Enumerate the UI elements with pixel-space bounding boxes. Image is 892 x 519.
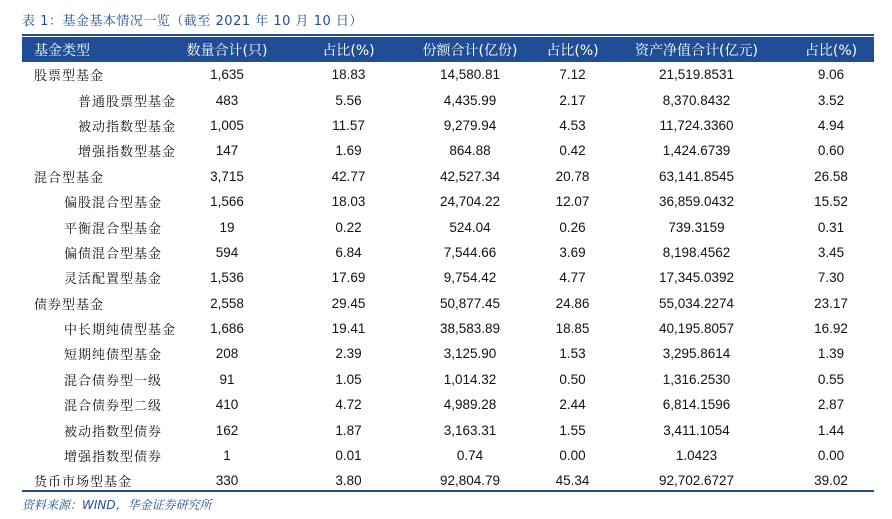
source-note: 资料来源：WIND，华金证券研究所	[22, 498, 212, 512]
row-share-pct: 0.42	[559, 143, 586, 159]
row-count-pct: 6.84	[335, 244, 362, 260]
row-share: 42,527.34	[400, 164, 540, 189]
row-fund-type: 增强指数型基金	[78, 145, 177, 161]
row-nav-pct: 0.00	[817, 448, 845, 464]
table-row	[22, 367, 874, 392]
row-share: 50,877.45	[400, 291, 540, 316]
row-share: 38,583.89	[439, 321, 501, 337]
header-share-pct: 占比(%)	[540, 37, 605, 62]
row-count-pct: 42.77	[297, 164, 400, 189]
table-row	[22, 341, 874, 366]
row-nav-pct: 0.31	[817, 219, 845, 235]
row-share-pct: 1.55	[559, 422, 586, 438]
row-nav: 92,702.6727	[605, 468, 788, 493]
row-share: 9,754.42	[443, 270, 497, 286]
row-count: 330	[157, 468, 297, 493]
row-share-pct: 12.07	[555, 194, 590, 210]
row-fund-type: 普通股票型基金	[78, 94, 177, 110]
fund-overview-table	[22, 37, 874, 494]
table-row	[22, 214, 874, 239]
row-share: 14,580.81	[400, 62, 540, 87]
row-share: 7,544.66	[443, 244, 497, 260]
row-share-pct: 4.77	[559, 270, 586, 286]
row-count: 1,686	[210, 321, 244, 337]
row-nav-pct: 0.55	[817, 371, 845, 387]
row-nav-pct: 39.02	[788, 468, 874, 493]
header-count: 数量合计(只)	[157, 37, 297, 62]
table-row	[22, 443, 874, 468]
row-fund-type: 偏股混合型基金	[64, 196, 163, 212]
row-nav-pct: 3.52	[817, 92, 845, 108]
row-share-pct: 18.85	[555, 321, 590, 337]
row-nav: 6,814.1596	[662, 397, 731, 413]
row-share-pct: 3.69	[559, 244, 586, 260]
row-count-pct: 3.80	[297, 468, 400, 493]
row-count-pct: 0.22	[335, 219, 362, 235]
table-header-row	[22, 37, 874, 62]
row-count-pct: 0.01	[335, 448, 362, 464]
row-nav-pct: 16.92	[814, 321, 848, 337]
row-share: 4,989.28	[443, 397, 497, 413]
top-rule	[22, 34, 874, 36]
row-count: 91	[219, 371, 235, 387]
table-row	[22, 316, 874, 341]
row-count: 208	[215, 346, 239, 362]
row-nav-pct: 1.39	[817, 346, 845, 362]
row-nav: 17,345.0392	[658, 270, 735, 286]
row-nav-pct: 2.87	[817, 397, 845, 413]
row-nav: 1,424.6739	[662, 143, 731, 159]
row-fund-type: 混合型基金	[22, 164, 157, 189]
table-group-row	[22, 291, 874, 316]
row-share: 864.88	[449, 143, 491, 159]
row-fund-type: 股票型基金	[22, 62, 157, 87]
row-share-pct: 7.12	[540, 62, 605, 87]
row-nav: 11,724.3360	[659, 117, 734, 133]
header-nav-pct: 占比(%)	[788, 37, 874, 62]
row-count-pct: 18.03	[331, 194, 366, 210]
row-share: 3,125.90	[443, 346, 497, 362]
row-share-pct: 0.26	[559, 219, 586, 235]
row-count-pct: 1.69	[335, 143, 362, 159]
row-nav-pct: 15.52	[814, 194, 848, 210]
row-nav: 21,519.8531	[605, 62, 788, 87]
table-row	[22, 113, 874, 138]
table-row	[22, 189, 874, 214]
row-share-pct: 24.86	[540, 291, 605, 316]
row-share-pct: 0.50	[559, 371, 586, 387]
table-row	[22, 87, 874, 112]
row-nav: 40,195.8057	[658, 321, 735, 337]
row-count-pct: 4.72	[335, 397, 362, 413]
table-row	[22, 265, 874, 290]
row-share: 1,014.32	[443, 371, 497, 387]
row-share-pct: 20.78	[540, 164, 605, 189]
row-nav: 36,859.0432	[658, 194, 735, 210]
row-share-pct: 4.53	[559, 117, 586, 133]
row-nav-pct: 9.06	[788, 62, 874, 87]
row-count: 1,635	[157, 62, 297, 87]
table-group-row	[22, 62, 874, 87]
row-count: 1,536	[210, 270, 244, 286]
row-nav: 739.3159	[668, 219, 725, 235]
header-fund-type: 基金类型	[22, 37, 157, 62]
row-nav-pct: 26.58	[788, 164, 874, 189]
row-fund-type: 中长期纯债型基金	[64, 323, 177, 339]
row-fund-type: 混合债券型一级	[64, 373, 163, 389]
row-count: 1,005	[210, 117, 244, 133]
row-share: 3,163.31	[443, 422, 497, 438]
row-share: 0.74	[456, 448, 484, 464]
row-count-pct: 29.45	[297, 291, 400, 316]
row-nav: 63,141.8545	[605, 164, 788, 189]
row-share: 24,704.22	[439, 194, 501, 210]
row-nav: 1.0423	[675, 448, 718, 464]
row-share: 4,435.99	[443, 92, 497, 108]
row-count: 19	[219, 219, 235, 235]
table-row	[22, 392, 874, 417]
row-share-pct: 1.53	[559, 346, 586, 362]
table-row	[22, 138, 874, 163]
row-share-pct: 2.17	[559, 92, 586, 108]
row-fund-type: 债券型基金	[22, 291, 157, 316]
table-group-row	[22, 164, 874, 189]
row-fund-type: 偏债混合型基金	[64, 246, 163, 262]
row-count-pct: 11.57	[332, 117, 365, 133]
row-nav: 8,198.4562	[662, 244, 731, 260]
row-nav-pct: 3.45	[817, 244, 845, 260]
table-caption: 表 1：基金基本情况一览（截至 2021 年 10 月 10 日）	[22, 14, 363, 29]
row-fund-type: 货币市场型基金	[22, 468, 157, 493]
row-count: 1	[223, 448, 231, 464]
row-count-pct: 17.69	[331, 270, 366, 286]
bottom-rule	[22, 490, 874, 492]
row-share-pct: 45.34	[540, 468, 605, 493]
row-count: 483	[215, 92, 239, 108]
row-share: 92,804.79	[400, 468, 540, 493]
header-share: 份额合计(亿份)	[400, 37, 540, 62]
table-body	[22, 62, 874, 494]
table-row	[22, 417, 874, 442]
header-count-pct: 占比(%)	[297, 37, 400, 62]
header-nav: 资产净值合计(亿元)	[605, 37, 788, 62]
row-count-pct: 1.87	[335, 422, 362, 438]
row-nav: 8,370.8432	[662, 92, 731, 108]
row-count: 1,566	[210, 194, 244, 210]
row-fund-type: 被动指数型基金	[78, 119, 177, 135]
row-nav-pct: 0.60	[817, 143, 845, 159]
row-share-pct: 0.00	[559, 448, 586, 464]
row-fund-type: 增强指数型债券	[64, 450, 163, 466]
row-nav-pct: 1.44	[817, 422, 845, 438]
row-fund-type: 平衡混合型基金	[64, 221, 163, 237]
row-share-pct: 2.44	[559, 397, 586, 413]
row-count: 162	[215, 422, 239, 438]
row-nav-pct: 4.94	[817, 117, 845, 133]
row-count-pct: 19.41	[331, 321, 366, 337]
row-count: 2,558	[157, 291, 297, 316]
row-fund-type: 短期纯债型基金	[64, 348, 163, 364]
row-count-pct: 5.56	[335, 92, 362, 108]
row-count-pct: 1.05	[335, 371, 362, 387]
row-nav: 55,034.2274	[605, 291, 788, 316]
table-row	[22, 240, 874, 265]
row-count: 3,715	[157, 164, 297, 189]
row-fund-type: 被动指数型债券	[64, 424, 163, 440]
row-count: 410	[215, 397, 239, 413]
row-nav: 1,316.2530	[662, 371, 731, 387]
row-count-pct: 18.83	[297, 62, 400, 87]
row-nav: 3,411.1054	[663, 422, 730, 438]
row-count-pct: 2.39	[335, 346, 362, 362]
row-fund-type: 混合债券型二级	[64, 399, 163, 415]
row-count: 147	[215, 143, 239, 159]
row-share: 9,279.94	[443, 117, 497, 133]
row-nav-pct: 23.17	[788, 291, 874, 316]
row-nav-pct: 7.30	[817, 270, 845, 286]
row-nav: 3,295.8614	[662, 346, 731, 362]
row-share: 524.04	[449, 219, 491, 235]
row-fund-type: 灵活配置型基金	[64, 272, 163, 288]
row-count: 594	[215, 244, 239, 260]
